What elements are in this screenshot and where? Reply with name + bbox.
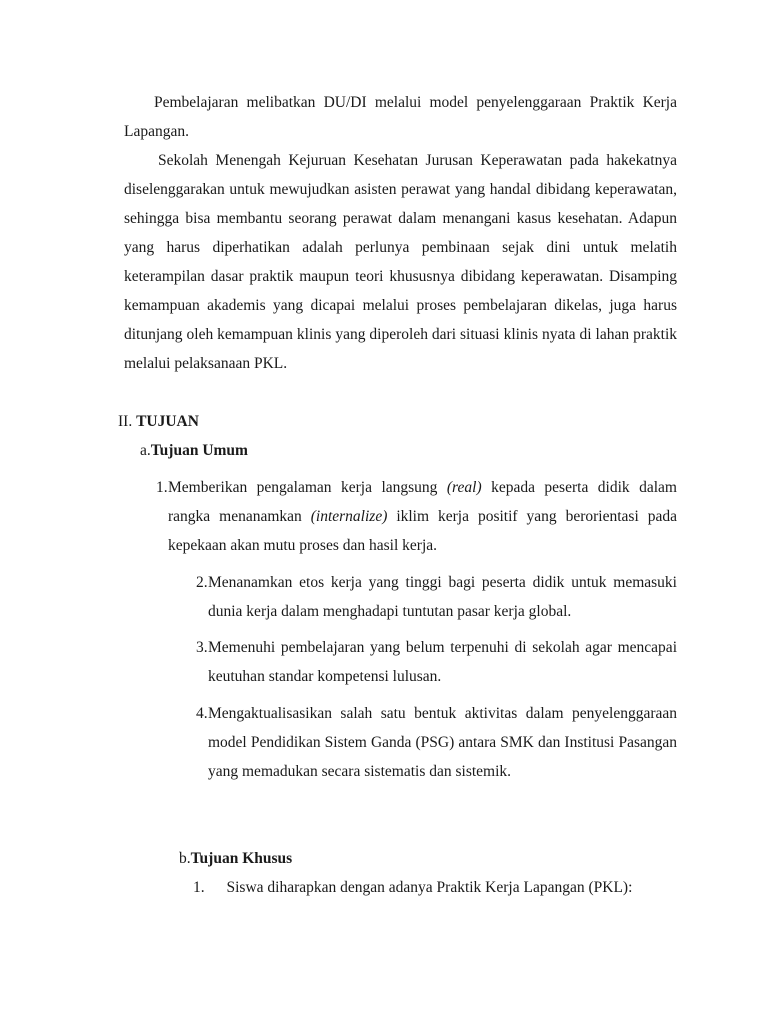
list-item-text: Mengaktualisasikan salah satu bentuk aktivitas dalam penyelenggaraan model Pendidikan Sistem Ganda (PSG) antara SMK dan Institusi Pasangan yang memadukan secara sistematis dan sistemik. <box>208 705 677 780</box>
intro-paragraph-1: Pembelajaran melibatkan DU/DI melalui model penyelenggaraan Praktik Kerja Lapangan. <box>124 94 677 140</box>
list-item-number: 3. <box>196 639 208 656</box>
intro-paragraph-2: Sekolah Menengah Kejuruan Kesehatan Jurusan Keperawatan pada hakekatnya diselenggarakan untuk mewujudkan asisten perawat yang handal dibidang keperawatan, sehingga bisa membantu seorang perawat dalam menangani kasus kesehatan. Adapun yang harus diperhatikan adalah perlunya pembinaan sejak dini untuk melatih keterampilan dasar praktik maupun teori khususnya dibidang keperawatan. Disamping kemampuan akademis yang dicapai melalui proses pembelajaran dikelas, juga harus ditunjang oleh kemampuan klinis yang diperoleh dari situasi klinis nyata di lahan praktik melalui pelaksanaan PKL. <box>124 152 677 372</box>
list-item-text <box>168 473 677 560</box>
list-item-text-part: kepada peserta didik dalam rangka menanamkan <box>168 479 677 525</box>
subheading-title: Tujuan Khusus <box>190 850 293 867</box>
list-item-text: Siswa diharapkan dengan adanya Praktik Kerja Lapangan (PKL): <box>226 879 633 896</box>
section-number: II. <box>118 413 133 430</box>
list-item-text: Memenuhi pembelajaran yang belum terpenuhi di sekolah agar mencapai keutuhan standar kompetensi lulusan. <box>208 639 677 685</box>
list-item <box>193 878 632 898</box>
list-item-number: 1. <box>156 479 168 496</box>
subheading-label: b. <box>179 850 191 867</box>
list-item <box>156 473 677 560</box>
subheading-tujuan-umum <box>140 441 248 461</box>
list-item-text-part: Memberikan pengalaman kerja langsung <box>168 479 447 496</box>
list-item <box>196 568 677 626</box>
list-item-number: 1. <box>193 879 205 896</box>
list-item-number: 4. <box>196 705 208 722</box>
list-item-text: Menanamkan etos kerja yang tinggi bagi peserta didik untuk memasuki dunia kerja dalam menghadapi tuntutan pasar kerja global. <box>208 574 677 620</box>
subheading-label: a. <box>140 442 151 459</box>
section-title: TUJUAN <box>136 413 199 430</box>
list-item-number: 2. <box>196 574 208 591</box>
list-item-emphasis: (real) <box>446 479 482 496</box>
list-item <box>196 699 677 786</box>
list-item-text-part: iklim kerja positif yang berorientasi pada kepekaan akan mutu proses dan hasil kerja. <box>168 508 677 554</box>
subheading-tujuan-khusus <box>179 849 292 869</box>
list-item <box>196 633 677 691</box>
subheading-title: Tujuan Umum <box>150 442 248 459</box>
section-heading <box>118 412 199 432</box>
list-item-emphasis: (internalize) <box>310 508 388 525</box>
